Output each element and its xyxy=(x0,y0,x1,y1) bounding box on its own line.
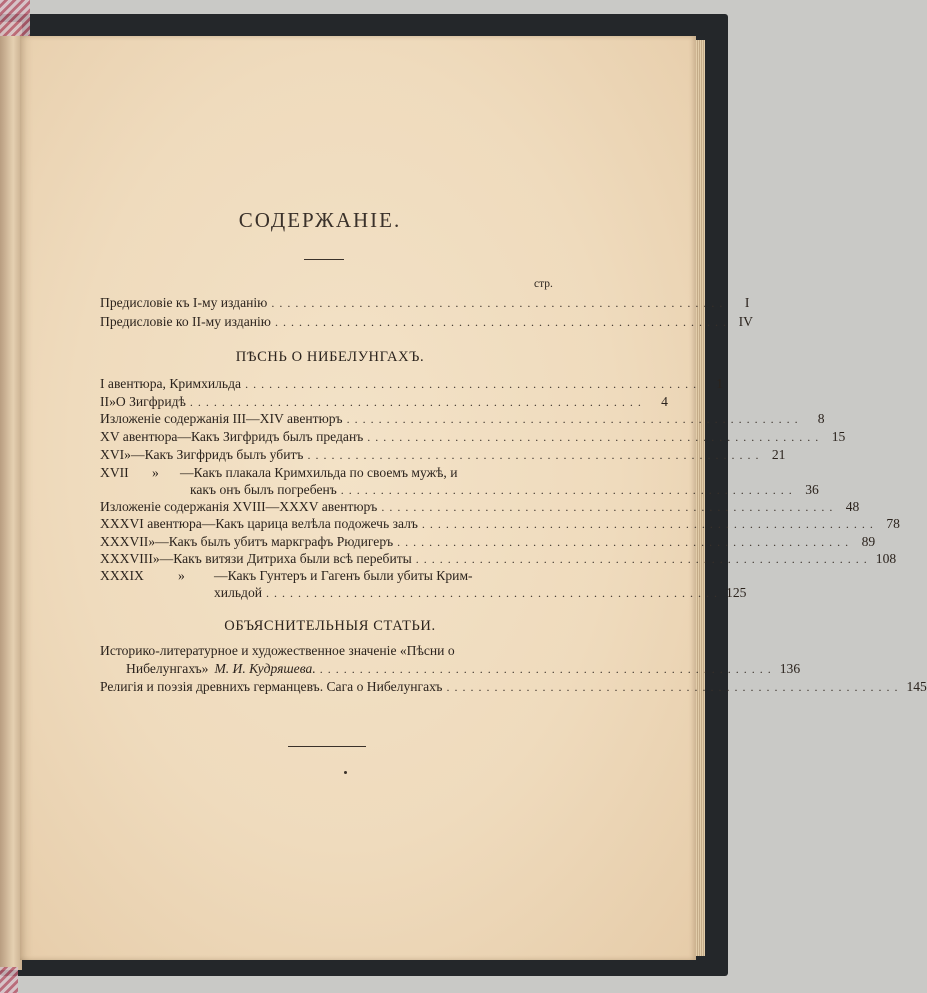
toc-entry-label: Религія и поэзія древнихъ германцевъ. Сага о Нибелунгахъ xyxy=(100,679,443,694)
ditto-mark: » xyxy=(178,568,185,583)
ditto-mark: » xyxy=(152,551,160,566)
toc-entry-label: Предисловіе ко II-му изданію xyxy=(100,314,271,329)
toc-entry-label: I авентюра, Кримхильда xyxy=(100,376,242,391)
toc-entry-page: 78 xyxy=(886,516,900,531)
toc-entry-label: XV авентюра—Какъ Зигфридъ былъ преданъ xyxy=(100,429,364,444)
page-column-label: стр. xyxy=(534,278,553,290)
toc-entry-number: II xyxy=(100,394,110,409)
toc-entry-page: 48 xyxy=(845,499,860,514)
toc-entry[interactable] xyxy=(100,498,860,516)
toc-entry-number: XXXIX xyxy=(100,568,144,583)
leader-dots: ......................................................... xyxy=(319,662,776,676)
leader-dots: ......................................................... xyxy=(367,430,824,444)
closing-rule xyxy=(288,746,366,747)
leader-dots: ......................................................... xyxy=(266,586,723,600)
leader-dots: ......................................................... xyxy=(346,412,803,426)
toc-entry-label: Изложеніе содержанія III—XIV авентюръ xyxy=(100,411,343,426)
endpaper xyxy=(0,22,22,970)
toc-entry-number: XVII xyxy=(100,465,129,480)
toc-entry-page: 108 xyxy=(875,551,897,566)
ditto-mark: » xyxy=(152,465,159,480)
ditto-mark: » xyxy=(148,534,156,549)
leader-dots: ......................................................... xyxy=(421,517,878,531)
toc-entry[interactable] xyxy=(100,294,750,312)
toc-entry-page: 89 xyxy=(861,534,876,549)
leader-dots: ......................................................... xyxy=(189,395,646,409)
toc-entry[interactable] xyxy=(100,515,900,533)
toc-entry-page: 36 xyxy=(805,482,819,497)
toc-entry[interactable] xyxy=(100,428,846,446)
toc-entry-label: Историко-литературное и художественное значеніе «Пѣсни о xyxy=(100,643,455,658)
title-rule xyxy=(304,259,344,260)
toc-entry[interactable] xyxy=(100,533,876,551)
bookmark-ribbon-bottom xyxy=(0,967,18,993)
leader-dots: ......................................................... xyxy=(446,680,903,694)
toc-entry-label: —Какъ витязи Дитриха были всѣ перебиты xyxy=(159,551,412,566)
toc-entry-page: 4 xyxy=(661,394,668,409)
leader-dots: ......................................................... xyxy=(245,377,702,391)
toc-entry-page: 15 xyxy=(831,429,846,444)
toc-entry-label: —Какъ Зигфридъ былъ убитъ xyxy=(130,447,304,462)
toc-entry-label: —Какъ былъ убитъ маркграфъ Рюдигеръ xyxy=(155,534,394,549)
toc-entry-label: Изложеніе содержанія XVIII—XXXV авентюръ xyxy=(100,499,378,514)
toc-entry[interactable] xyxy=(100,678,927,696)
toc-entry[interactable] xyxy=(100,375,724,393)
leader-dots: ......................................................... xyxy=(274,315,731,329)
toc-entry-page: 8 xyxy=(817,411,825,426)
toc-entry-label: —Какъ Гунтеръ и Гагенъ были убиты Крим- xyxy=(214,568,473,583)
page-title: СОДЕРЖАНІЕ. xyxy=(238,208,402,232)
ditto-mark: » xyxy=(109,394,116,409)
leader-dots: ......................................................... xyxy=(381,500,838,514)
toc-entry-number: XVI xyxy=(100,447,125,462)
ditto-mark: » xyxy=(124,447,131,462)
toc-entry-page: I xyxy=(744,295,750,310)
toc-entry[interactable] xyxy=(100,446,786,464)
toc-entry-label-continued: Нибелунгахъ» xyxy=(126,661,209,676)
bookmark-ribbon-top xyxy=(0,0,30,36)
toc-entry-label: —Какъ плакала Кримхильда по своемъ мужѣ, и xyxy=(180,465,458,480)
toc-entry-number: XXXVIII xyxy=(100,551,153,566)
toc-entry-label: XXXVI авентюра—Какъ царица велѣла подожечь залъ xyxy=(100,516,418,531)
toc-entry-page: 21 xyxy=(771,447,786,462)
leader-dots: ......................................................... xyxy=(271,296,728,310)
toc-entry-page: 1 xyxy=(716,376,724,391)
toc-entry-page: 145 xyxy=(906,679,927,694)
toc-entry-page: 136 xyxy=(779,661,801,676)
toc-entry[interactable] xyxy=(100,410,825,428)
toc-entry[interactable] xyxy=(100,567,560,585)
section-heading: ОБЪЯСНИТЕЛЬНЫЯ СТАТЬИ. xyxy=(224,618,436,634)
toc-entry[interactable] xyxy=(100,550,897,568)
section-heading: ПѢСНЬ О НИБЕЛУНГАХЪ. xyxy=(235,349,425,365)
toc-entry[interactable] xyxy=(100,393,668,411)
toc-entry-continuation xyxy=(100,660,801,678)
toc-entry-label-continued: какъ онъ былъ погребенъ xyxy=(190,482,337,497)
toc-entry-continuation xyxy=(100,584,747,602)
toc-entry[interactable] xyxy=(100,642,560,660)
leader-dots: ......................................................... xyxy=(307,448,764,462)
toc-entry[interactable] xyxy=(100,464,560,482)
toc-entry-page: 125 xyxy=(726,585,747,600)
toc-entry-page: IV xyxy=(738,314,753,329)
toc-entry[interactable] xyxy=(100,313,753,331)
ink-dot xyxy=(344,771,347,774)
toc-entry-continuation xyxy=(100,481,819,499)
toc-entry-number: XXXVII xyxy=(100,534,149,549)
toc-entry-label: Предисловіе къ I-му изданію xyxy=(100,295,268,310)
leader-dots: ......................................................... xyxy=(415,552,872,566)
toc-entry-author: М. И. Кудряшева. xyxy=(214,661,316,676)
toc-entry-label-continued: хильдой xyxy=(214,585,263,600)
toc-entry-label: О Зигфридѣ xyxy=(115,394,186,409)
leader-dots: ......................................................... xyxy=(397,535,854,549)
leader-dots: ......................................................... xyxy=(340,483,797,497)
